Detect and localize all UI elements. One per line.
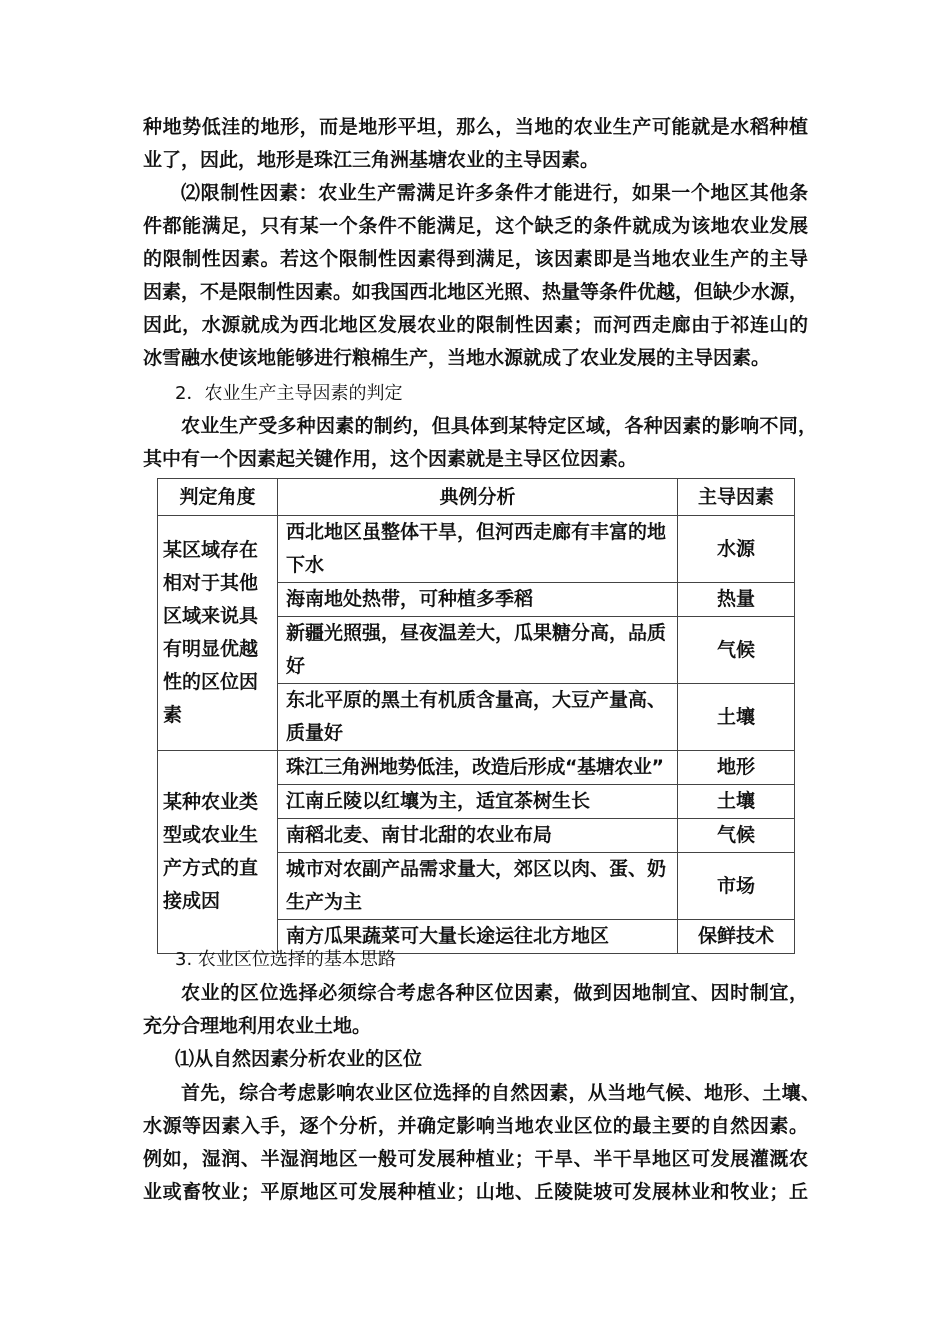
table-row — [158, 751, 795, 785]
text-line: 种地势低洼的地形，而是地形平坦，那么，当地的农业生产可能就是水稻种植 — [143, 116, 808, 138]
text-line: 其中有一个因素起关键作用，这个因素就是主导区位因素。 — [143, 448, 638, 470]
column-header: 典例分析 — [278, 479, 678, 516]
text-line: 首先，综合考虑影响农业区位选择的自然因素，从当地气候、地形、土壤、 — [181, 1082, 820, 1104]
subsection-heading: ⑴从自然因素分析农业的区位 — [175, 1048, 423, 1070]
text-line: 件都能满足，只有某一个条件不能满足，这个缺乏的条件就成为该地农业发展 — [143, 215, 808, 237]
text-line: 农业的区位选择必须综合考虑各种区位因素，做到因地制宜、因时制宜， — [181, 982, 808, 1004]
text-line: 农业生产受多种因素的制约，但具体到某特定区域，各种因素的影响不同， — [181, 415, 817, 437]
text-line: 的限制性因素。若这个限制性因素得到满足，该因素即是当地农业生产的主导 — [143, 248, 808, 270]
text-line: 因此，水源就成为西北地区发展农业的限制性因素；而河西走廊由于祁连山的 — [143, 314, 808, 336]
text-line: 业或畜牧业；平原地区可发展种植业；山地、丘陵陡坡可发展林业和牧业；丘 — [143, 1181, 808, 1203]
text-line: 业了，因此，地形是珠江三角洲基塘农业的主导因素。 — [143, 149, 600, 171]
example-cell: 东北平原的黑土有机质含量高，大豆产量高、质量好 — [278, 684, 678, 751]
example-cell: 城市对农副产品需求量大，郊区以肉、蛋、奶生产为主 — [278, 853, 678, 920]
table-row — [158, 516, 795, 583]
table-header-row — [158, 479, 795, 516]
column-header: 判定角度 — [158, 479, 278, 516]
text-line: 冰雪融水使该地能够进行粮棉生产，当地水源就成了农业发展的主导因素。 — [143, 347, 771, 369]
column-header: 主导因素 — [678, 479, 795, 516]
example-cell: 南稻北麦、南甘北甜的农业布局 — [278, 819, 678, 853]
factor-cell: 土壤 — [678, 684, 795, 751]
dominant-factor-table — [157, 478, 795, 954]
factor-cell: 市场 — [678, 853, 795, 920]
factor-cell: 水源 — [678, 516, 795, 583]
text-line: 因素，不是限制性因素。如我国西北地区光照、热量等条件优越，但缺少水源， — [143, 281, 809, 303]
text-line: 充分合理地利用农业土地。 — [143, 1015, 372, 1037]
text-line: 例如，湿润、半湿润地区一般可发展种植业；干旱、半干旱地区可发展灌溉农 — [143, 1148, 808, 1170]
text-line: 水源等因素入手，逐个分析，并确定影响当地农业区位的最主要的自然因素。 — [143, 1115, 808, 1137]
example-cell: 珠江三角洲地势低洼，改造后形成“基塘农业” — [278, 751, 678, 785]
factor-cell: 地形 — [678, 751, 795, 785]
example-cell: 海南地处热带，可种植多季稻 — [278, 583, 678, 617]
judgement-angle-cell: 某种农业类 型或农业生 产方式的直 接成因 — [158, 751, 278, 954]
factor-cell: 热量 — [678, 583, 795, 617]
judgement-angle-cell: 某区域存在 相对于其他 区域来说具 有明显优越 性的区位因 素 — [158, 516, 278, 751]
factor-cell: 土壤 — [678, 785, 795, 819]
factor-cell: 气候 — [678, 819, 795, 853]
example-cell: 新疆光照强，昼夜温差大，瓜果糖分高，品质好 — [278, 617, 678, 684]
example-cell: 南方瓜果蔬菜可大量长途运往北方地区 — [278, 920, 678, 954]
example-cell: 西北地区虽整体干旱，但河西走廊有丰富的地下水 — [278, 516, 678, 583]
example-cell: 江南丘陵以红壤为主，适宜茶树生长 — [278, 785, 678, 819]
factor-cell: 保鲜技术 — [678, 920, 795, 954]
section-heading: 2．农业生产主导因素的判定 — [175, 383, 403, 404]
factor-cell: 气候 — [678, 617, 795, 684]
text-line: ⑵限制性因素：农业生产需满足许多条件才能进行，如果一个地区其他条 — [181, 182, 808, 204]
section-heading: 3. 农业区位选择的基本思路 — [175, 949, 396, 970]
